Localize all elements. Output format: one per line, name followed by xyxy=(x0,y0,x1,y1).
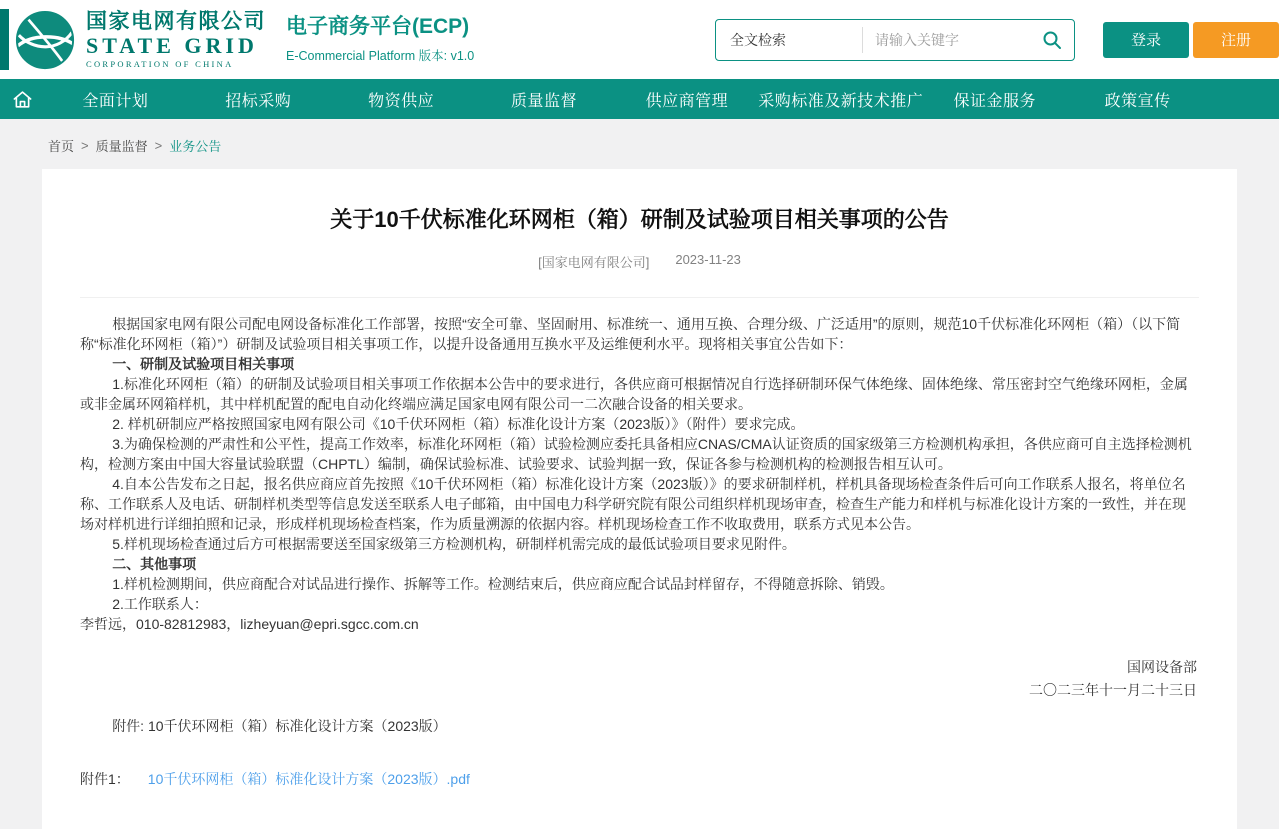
page-title: 关于10千伏标准化环网柜（箱）研制及试验项目相关事项的公告 xyxy=(330,207,949,232)
signature-block xyxy=(80,656,1199,702)
logo-text-block xyxy=(86,10,266,69)
signature-department: 国网设备部 xyxy=(1127,659,1197,675)
article-meta xyxy=(80,252,1199,271)
nav-item-policy-publicity[interactable]: 政策宣传 xyxy=(1104,92,1171,110)
breadcrumb-home[interactable]: 首页 xyxy=(48,139,75,154)
paragraph-item-5: 5.样机现场检查通过后方可根据需要送至国家级第三方检测机构，研制样机需完成的最低试验项目要求见附件。 xyxy=(112,536,796,552)
nav-item-overall-plan[interactable]: 全面计划 xyxy=(82,92,149,110)
breadcrumb-separator: > xyxy=(81,138,89,153)
announcement-card xyxy=(42,169,1237,829)
logo-company-en-sub: CORPORATION OF CHINA xyxy=(86,59,234,70)
paragraph-contact-label: 2.工作联系人： xyxy=(112,596,208,612)
nav-item-quality-supervision[interactable]: 质量监督 xyxy=(511,92,578,110)
search-button[interactable] xyxy=(1030,20,1074,60)
nav-item-material-supply[interactable]: 物资供应 xyxy=(368,92,435,110)
paragraph-item-2: 2. 样机研制应严格按照国家电网有限公司《10千伏环网柜（箱）标准化设计方案（2023版）》（附件）要求完成。 xyxy=(112,416,805,432)
signature-date: 二〇二三年十一月二十三日 xyxy=(1029,682,1197,698)
article-source: [国家电网有限公司] xyxy=(538,255,650,270)
paragraph-contact-info: 李哲远，010-82812983，lizheyuan@epri.sgcc.com.cn xyxy=(80,616,419,632)
breadcrumb-quality-supervision[interactable]: 质量监督 xyxy=(95,139,148,154)
breadcrumb xyxy=(0,119,1279,169)
platform-subtitle: E-Commercial Platform 版本: v1.0 xyxy=(286,48,475,63)
nav-home-button[interactable] xyxy=(0,79,44,119)
section-heading-1: 一、研制及试验项目相关事项 xyxy=(112,356,295,372)
header-accent-bar xyxy=(0,9,9,70)
nav-item-deposit-service[interactable]: 保证金服务 xyxy=(953,92,1036,110)
attachment1-link[interactable]: 10千伏环网柜（箱）标准化设计方案（2023版）.pdf xyxy=(147,771,470,787)
search-input[interactable] xyxy=(863,32,1030,48)
logo-company-cn: 国家电网有限公司 xyxy=(86,9,266,33)
state-grid-globe-icon xyxy=(14,9,76,71)
platform-title: 电子商务平台(ECP) xyxy=(286,15,470,39)
article-body xyxy=(80,314,1199,634)
page-header xyxy=(0,0,1279,79)
home-icon xyxy=(11,88,34,111)
paragraph-item-1: 1.标准化环网柜（箱）的研制及试验项目相关事项工作依据本公告中的要求进行，各供应商可根据情况自行选择研制环保气体绝缘、固体绝缘、常压密封空气绝缘环网柜，金属或非金属环网箱样机，其中样机配置的配电自动化终端应满足国家电网有限公司一二次融合设备的相关要求。 xyxy=(80,376,1188,412)
article-date: 2023-11-23 xyxy=(675,252,741,267)
paragraph-other-1: 1.样机检测期间，供应商配合对试品进行操作、拆解等工作。检测结束后，供应商应配合试品封样留存，不得随意拆除、销毁。 xyxy=(112,576,894,592)
register-button[interactable]: 注册 xyxy=(1193,22,1279,58)
section-heading-2: 二、其他事项 xyxy=(112,556,197,572)
search-bar xyxy=(715,19,1075,61)
platform-title-block xyxy=(286,15,474,63)
login-button[interactable]: 登录 xyxy=(1103,22,1189,58)
breadcrumb-separator: > xyxy=(154,138,163,153)
logo-company-en: STATE GRID xyxy=(86,33,258,58)
magnifier-icon xyxy=(1042,30,1062,50)
paragraph-item-3: 3.为确保检测的严肃性和公平性，提高工作效率，标准化环网柜（箱）试验检测应委托具备相应CNAS/CMA认证资质的国家级第三方检测机构承担，各供应商可自主选择检测机构，检测方案由中国大容量试验联盟（CHPTL）编制，确保试验标准、试验要求、试验判据一致，保证各参与检测机构的检测报告相互认可。 xyxy=(80,436,1192,472)
state-grid-logo[interactable] xyxy=(14,9,266,71)
attachment-note: 附件: 10千伏环网柜（箱）标准化设计方案（2023版） xyxy=(112,718,447,734)
attachment1-label: 附件1： xyxy=(80,771,130,787)
nav-item-procurement-standards[interactable]: 采购标准及新技术推广 xyxy=(758,92,924,110)
attachment-row xyxy=(80,769,1199,789)
breadcrumb-current-page: 业务公告 xyxy=(169,139,222,154)
nav-item-bidding[interactable]: 招标采购 xyxy=(225,92,292,110)
paragraph-intro: 根据国家电网有限公司配电网设备标准化工作部署，按照“安全可靠、坚固耐用、标准统一、通用互换、合理分级、广泛适用”的原则，规范10千伏标准化环网柜（箱）（以下简称“标准化环网柜（箱）”）研制及试验项目相关事项工作，以提升设备通用互换水平及运维便利水平。现将相关事宜公告如下： xyxy=(80,316,1181,352)
search-scope-dropdown[interactable]: 全文检索 xyxy=(730,31,786,48)
paragraph-item-4: 4.自本公告发布之日起，报名供应商应首先按照《10千伏环网柜（箱）标准化设计方案（2023版）》的要求研制样机，样机具备现场检查条件后可向工作联系人报名，将单位名称、工作联系人及电话、研制样机类型等信息发送至联系人电子邮箱，由中国电力科学研究院有限公司组织样机现场审查，检查生产能力和样机与标准化设计方案的一致性，并在现场对样机进行详细拍照和记录，形成样机现场检查档案，作为质量溯源的依据内容。样机现场检查工作不收取费用，联系方式见本公告。 xyxy=(80,476,1186,532)
title-divider xyxy=(80,297,1199,298)
nav-item-supplier-mgmt[interactable]: 供应商管理 xyxy=(645,92,729,110)
main-nav xyxy=(0,79,1279,119)
